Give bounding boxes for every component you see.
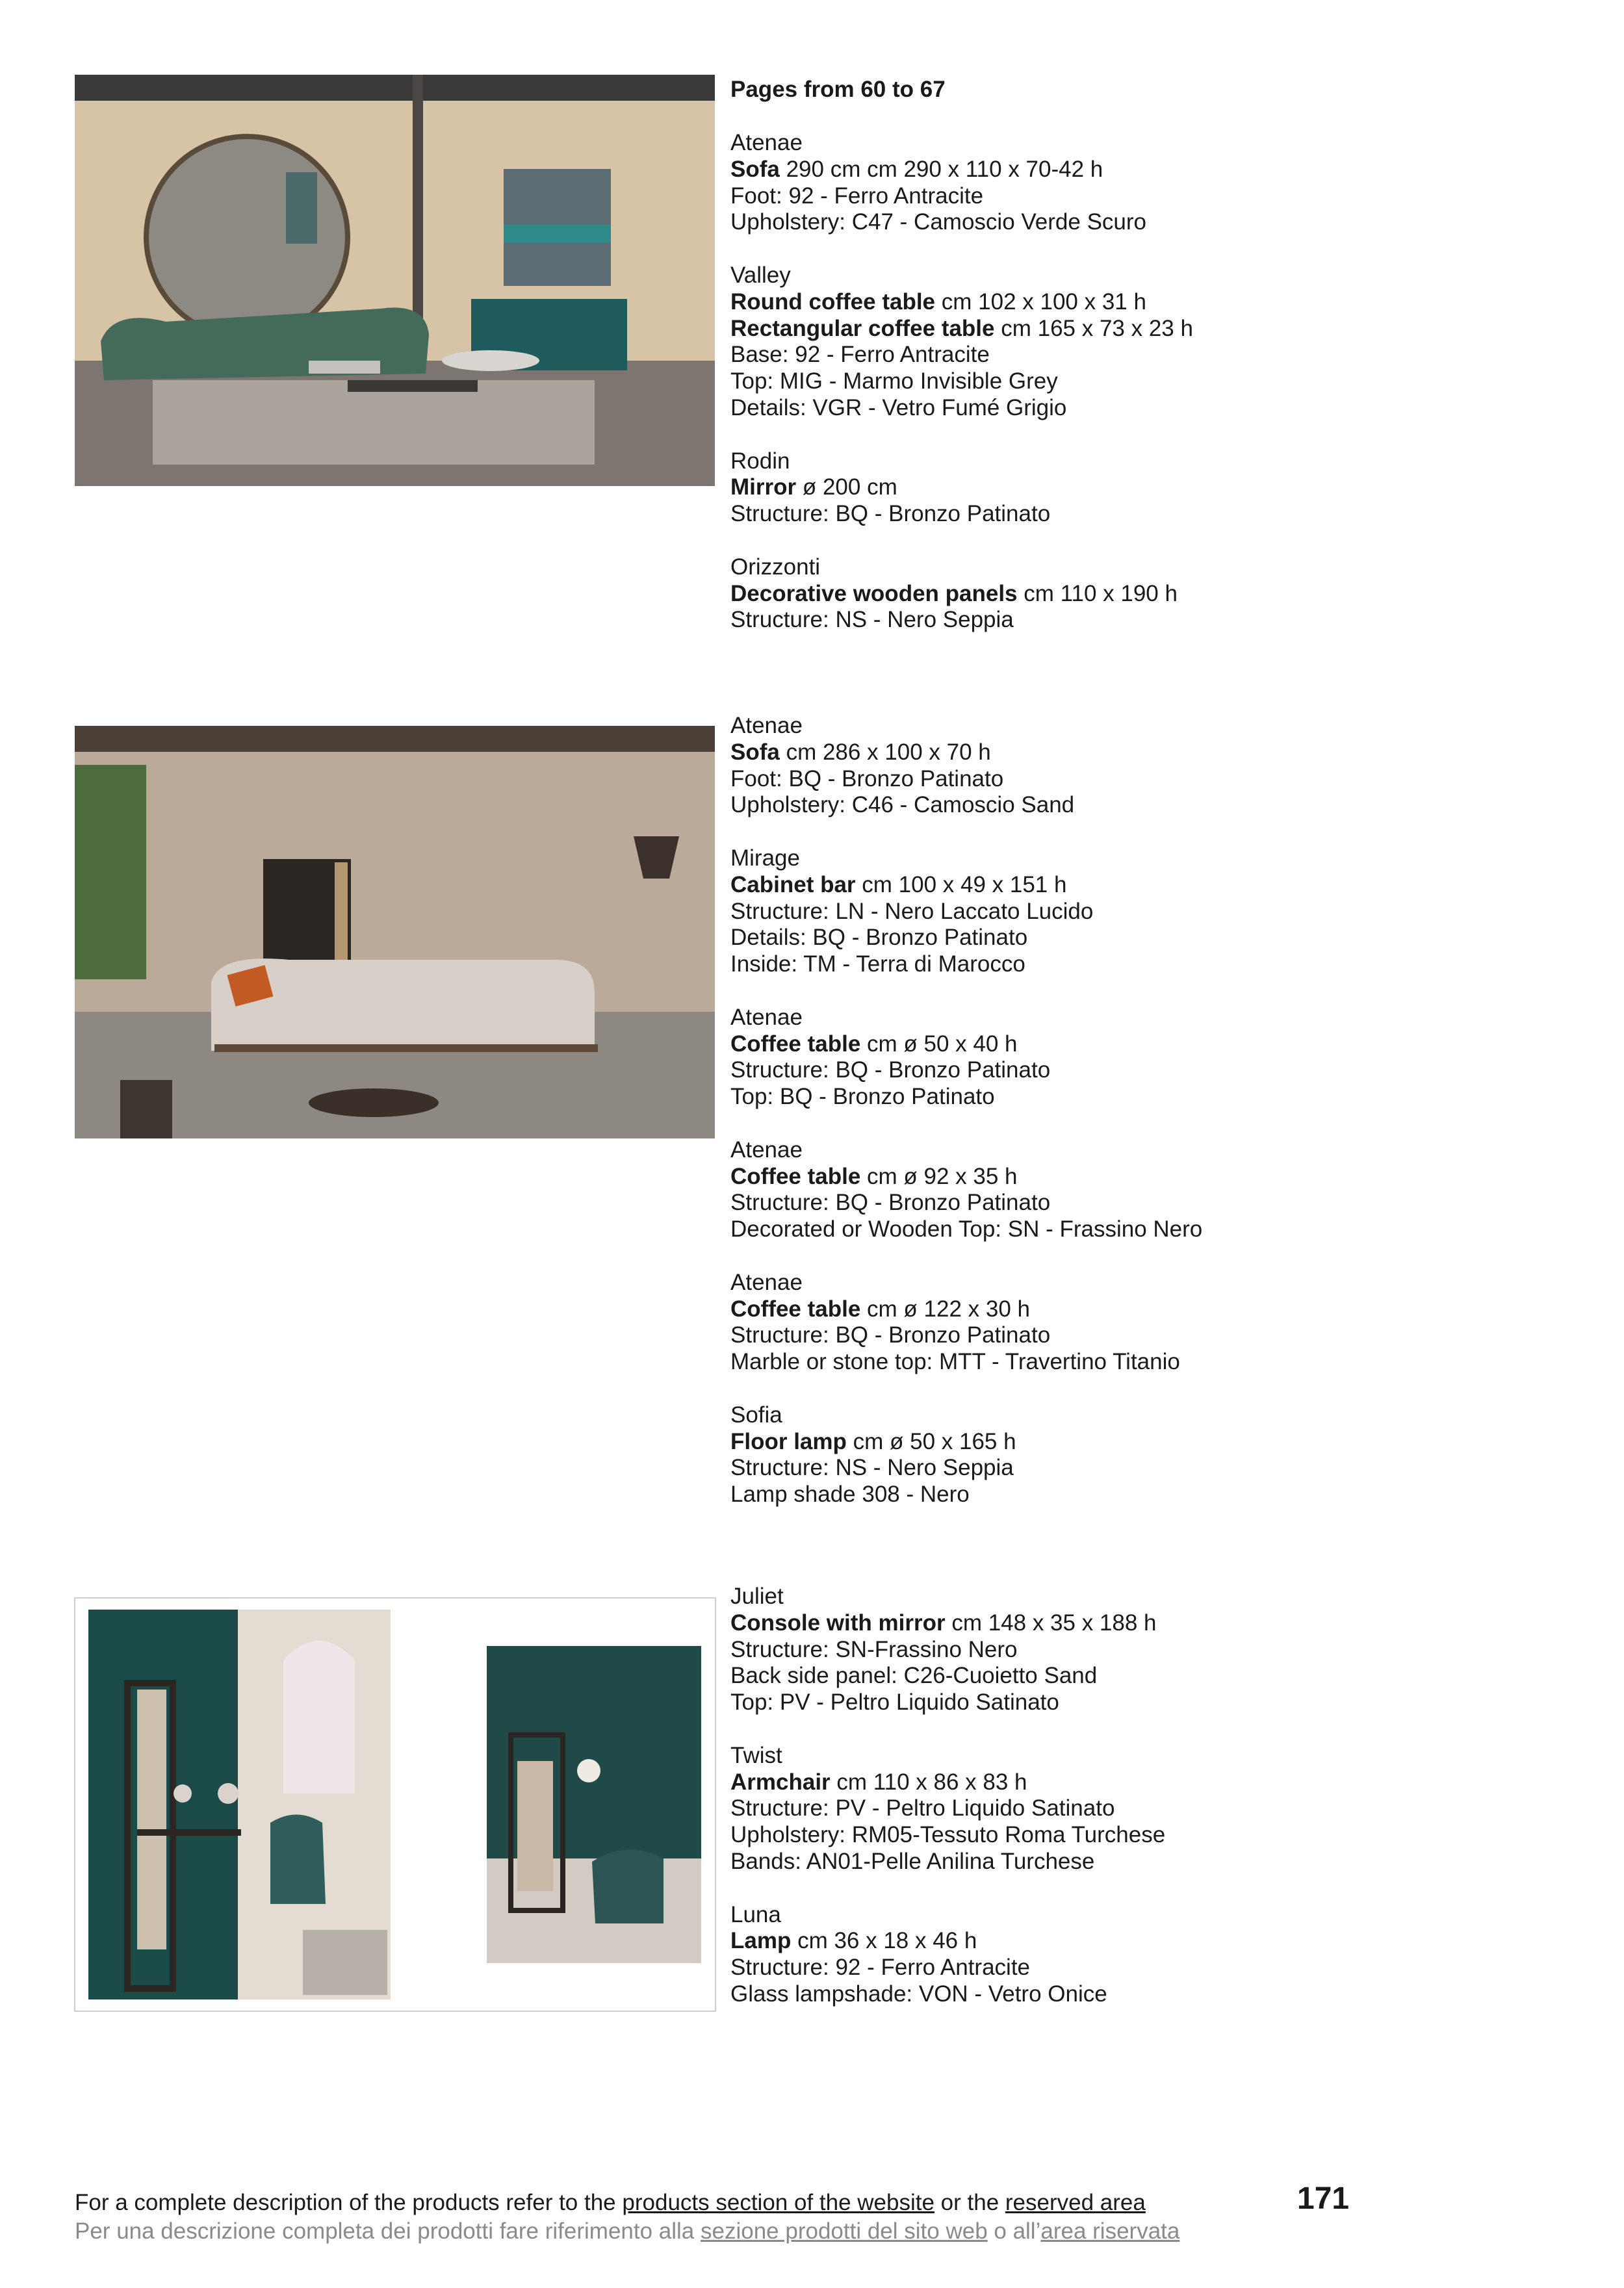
spacer — [730, 1875, 1575, 1902]
product-dimensions: cm ø 50 x 40 h — [860, 1031, 1018, 1057]
footer-it-mid: o all’ — [987, 2218, 1041, 2244]
product-dimensions: cm 102 x 100 x 31 h — [935, 289, 1146, 315]
spec-line: Structure: LN - Nero Laccato Lucido — [730, 898, 1094, 924]
spec-line: Luna — [730, 1901, 781, 1927]
spec-line — [730, 474, 1575, 501]
product-dimensions: cm 286 x 100 x 70 h — [779, 739, 991, 765]
spec-line: Structure: SN-Frassino Nero — [730, 1636, 1018, 1662]
spec-line: Structure: BQ - Bronzo Patinato — [730, 1057, 1051, 1083]
spec-line: Atenae — [730, 713, 803, 738]
spacer — [730, 1243, 1575, 1270]
product-list-section-3 — [730, 1584, 1575, 2008]
spec-line — [730, 739, 1575, 766]
pages-range-label: Pages from 60 to 67 — [730, 77, 946, 102]
spec-line: Marble or stone top: MTT - Travertino Titanio — [730, 1349, 1180, 1375]
spec-line: Mirage — [730, 845, 800, 871]
spec-line: Atenae — [730, 130, 803, 155]
spec-line: Twist — [730, 1742, 782, 1768]
product-name: Coffee table — [730, 1163, 861, 1189]
spec-line: Rodin — [730, 448, 790, 474]
spec-line: Orizzonti — [730, 554, 821, 580]
spacer — [730, 978, 1575, 1005]
spec-line: Atenae — [730, 1004, 803, 1030]
spec-line: Bands: AN01-Pelle Anilina Turchese — [730, 1848, 1095, 1874]
product-dimensions: cm 148 x 35 x 188 h — [945, 1610, 1157, 1636]
product-name: Round coffee table — [730, 289, 936, 315]
spec-line: Upholstery: RM05-Tessuto Roma Turchese — [730, 1822, 1166, 1848]
product-name: Mirror — [730, 474, 797, 500]
product-name: Lamp — [730, 1928, 792, 1954]
product-dimensions: cm 100 x 49 x 151 h — [855, 871, 1067, 897]
spec-line: Upholstery: C46 - Camoscio Sand — [730, 792, 1075, 818]
spec-line: Atenae — [730, 1269, 803, 1295]
spacer — [730, 1111, 1575, 1137]
page-number: 171 — [1297, 2181, 1350, 2216]
pages-header — [730, 77, 1575, 103]
spec-line: Structure: BQ - Bronzo Patinato — [730, 1322, 1051, 1348]
spec-line: Top: PV - Peltro Liquido Satinato — [730, 1690, 1059, 1716]
footer — [75, 2189, 1179, 2246]
spacer — [730, 422, 1575, 448]
product-name: Sofa — [730, 156, 780, 182]
product-name: Coffee table — [730, 1031, 861, 1057]
spec-line: Structure: BQ - Bronzo Patinato — [730, 501, 1051, 527]
spec-line: Top: MIG - Marmo Invisible Grey — [730, 368, 1058, 394]
spec-line — [730, 316, 1575, 342]
footer-it-text: Per una descrizione completa dei prodotti fare riferimento alla — [75, 2218, 701, 2244]
spec-line — [730, 1296, 1575, 1323]
product-dimensions: cm ø 92 x 35 h — [860, 1163, 1018, 1189]
sezione-prodotti-link[interactable]: sezione prodotti del sito web — [701, 2218, 988, 2244]
spec-line: Inside: TM - Terra di Marocco — [730, 951, 1025, 977]
spec-line: Atenae — [730, 1137, 803, 1163]
product-list-section-1 — [730, 130, 1575, 634]
product-dimensions: 290 cm cm 290 x 110 x 70-42 h — [779, 156, 1103, 182]
product-name: Cabinet bar — [730, 871, 856, 897]
spec-line: Upholstery: C47 - Camoscio Verde Scuro — [730, 209, 1146, 235]
product-name: Armchair — [730, 1769, 831, 1795]
product-name: Sofa — [730, 739, 780, 765]
spec-line — [730, 1769, 1575, 1796]
product-dimensions: cm 110 x 190 h — [1017, 580, 1178, 606]
spec-line: Structure: PV - Peltro Liquido Satinato — [730, 1795, 1115, 1821]
spec-line: Foot: 92 - Ferro Antracite — [730, 183, 984, 209]
spacer — [730, 528, 1575, 554]
spec-line — [730, 1164, 1575, 1190]
product-name: Console with mirror — [730, 1610, 946, 1636]
reserved-area-link[interactable]: reserved area — [1005, 2190, 1146, 2215]
spec-line: Sofia — [730, 1402, 782, 1428]
spec-line — [730, 1429, 1575, 1456]
spec-line — [730, 581, 1575, 608]
spec-line — [730, 1031, 1575, 1058]
spec-line: Structure: BQ - Bronzo Patinato — [730, 1190, 1051, 1216]
product-dimensions: cm 165 x 73 x 23 h — [994, 315, 1193, 341]
product-dimensions: cm ø 122 x 30 h — [860, 1296, 1030, 1322]
area-riservata-link[interactable]: area riservata — [1040, 2218, 1180, 2244]
product-name: Floor lamp — [730, 1428, 847, 1454]
spec-line: Base: 92 - Ferro Antracite — [730, 342, 990, 368]
product-list-section-2 — [730, 713, 1575, 1508]
spec-line: Decorated or Wooden Top: SN - Frassino Nero — [730, 1216, 1203, 1242]
spec-line — [730, 289, 1575, 316]
spacer — [730, 1376, 1575, 1402]
spec-line: Lamp shade 308 - Nero — [730, 1482, 970, 1508]
spacer — [730, 1716, 1575, 1743]
spec-line: Foot: BQ - Bronzo Patinato — [730, 765, 1004, 791]
footer-en-text: For a complete description of the products refer to the — [75, 2190, 623, 2215]
spacer — [730, 236, 1575, 263]
product-name: Rectangular coffee table — [730, 315, 995, 341]
spec-line — [730, 1610, 1575, 1637]
product-dimensions: ø 200 cm — [796, 474, 897, 500]
footer-en-mid: or the — [934, 2190, 1005, 2215]
photo-beige-sofa-room — [75, 726, 715, 1138]
spec-line: Structure: NS - Nero Seppia — [730, 607, 1014, 633]
products-section-link[interactable]: products section of the website — [622, 2190, 934, 2215]
product-dimensions: cm ø 50 x 165 h — [846, 1428, 1016, 1454]
spec-line: Details: BQ - Bronzo Patinato — [730, 925, 1028, 951]
spec-line — [730, 157, 1575, 183]
photo-console-armchair-pair — [74, 1597, 716, 2012]
photo-green-sofa-room — [75, 75, 715, 486]
spec-line: Structure: 92 - Ferro Antracite — [730, 1955, 1031, 1981]
spec-line: Details: VGR - Vetro Fumé Grigio — [730, 394, 1067, 420]
footer-italian-line — [75, 2217, 1179, 2246]
spec-line: Juliet — [730, 1584, 784, 1609]
spec-line: Valley — [730, 262, 791, 288]
footer-english-line — [75, 2189, 1179, 2217]
spec-line: Top: BQ - Bronzo Patinato — [730, 1084, 995, 1110]
spec-line — [730, 1928, 1575, 1955]
spacer — [730, 819, 1575, 845]
product-name: Coffee table — [730, 1296, 861, 1322]
spec-line — [730, 872, 1575, 899]
spec-line: Back side panel: C26-Cuoietto Sand — [730, 1663, 1098, 1689]
spec-line: Glass lampshade: VON - Vetro Onice — [730, 1981, 1107, 2007]
product-name: Decorative wooden panels — [730, 580, 1018, 606]
spec-line: Structure: NS - Nero Seppia — [730, 1455, 1014, 1481]
product-dimensions: cm 110 x 86 x 83 h — [830, 1769, 1027, 1795]
product-dimensions: cm 36 x 18 x 46 h — [791, 1928, 977, 1954]
